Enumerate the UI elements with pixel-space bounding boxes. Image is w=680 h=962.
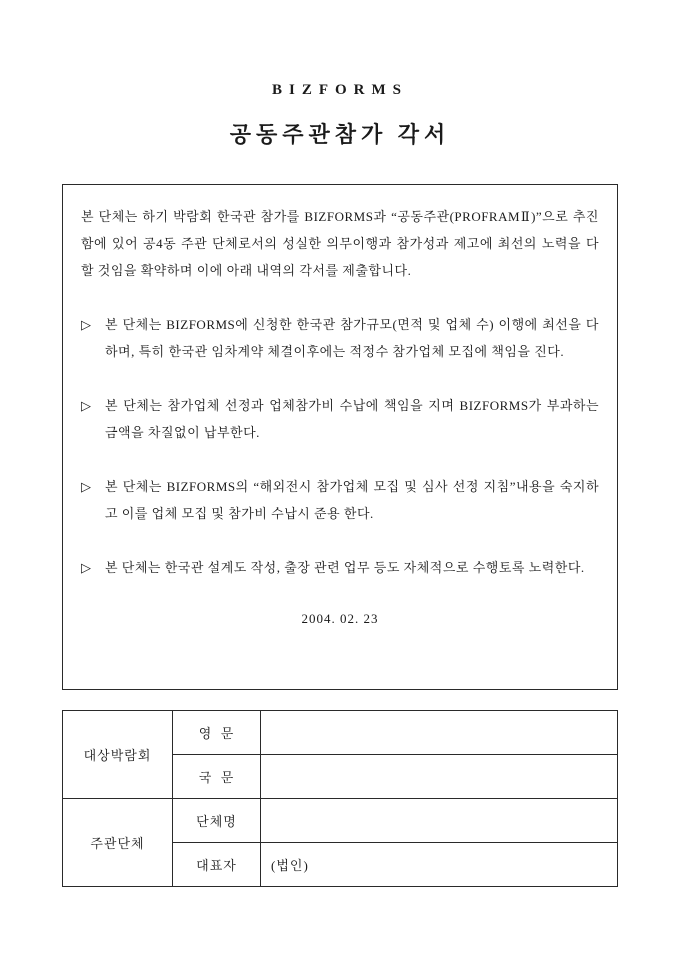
triangle-bullet-icon: ▷ [81,398,92,413]
value-cell-english [261,711,618,755]
group-label-expo: 대상박람회 [63,711,173,799]
pledge-item-text: 본 단체는 BIZFORMS의 “해외전시 참가업체 모집 및 심사 선정 지침”내용을 숙지하고 이를 업체 모집 및 참가비 수납시 준용 한다. [105,479,599,521]
pledge-item-text: 본 단체는 참가업체 선정과 업체참가비 수납에 책임을 지며 BIZFORMS가 부과하는 금액을 차질없이 납부한다. [105,398,599,440]
field-label-org-name: 단체명 [173,799,261,843]
pledge-box [62,184,618,690]
field-label-korean: 국 문 [173,755,261,799]
table-row [63,711,618,755]
info-table [62,710,618,887]
field-label-representative: 대표자 [173,843,261,887]
triangle-bullet-icon: ▷ [81,479,92,494]
doc-header: BIZFORMS [271,82,408,98]
triangle-bullet-icon: ▷ [81,560,92,575]
pledge-item [81,473,599,527]
page-title: 공동주관참가 각서 [229,122,451,147]
value-cell-org-name [261,799,618,843]
value-cell-representative: (법인) [261,843,618,887]
doc-date: 2004. 02. 23 [301,611,379,626]
pledge-item-text: 본 단체는 BIZFORMS에 신청한 한국관 참가규모(면적 및 업체 수) 이행에 최선을 다하며, 특히 한국관 임차계약 체결이후에는 적정수 참가업체 모집에 책임을 진다. [105,317,599,359]
table-row [63,799,618,843]
pledge-item [81,311,599,365]
intro-paragraph: 본 단체는 하기 박람회 한국관 참가를 BIZFORMS과 “공동주관(PROFRAMⅡ)”으로 추진함에 있어 공4동 주관 단체로서의 성실한 의무이행과 참가성과 제고에 최선의 노력을 다할 것임을 확약하며 이에 아래 내역의 각서를 제출합니다. [81,209,599,278]
pledge-item [81,392,599,446]
pledge-item-text: 본 단체는 한국관 설계도 작성, 출장 관련 업무 등도 자체적으로 수행토록 노력한다. [105,560,585,575]
triangle-bullet-icon: ▷ [81,317,92,332]
value-cell-korean [261,755,618,799]
field-label-english: 영 문 [173,711,261,755]
pledge-item [81,554,599,581]
group-label-organizer: 주관단체 [63,799,173,887]
